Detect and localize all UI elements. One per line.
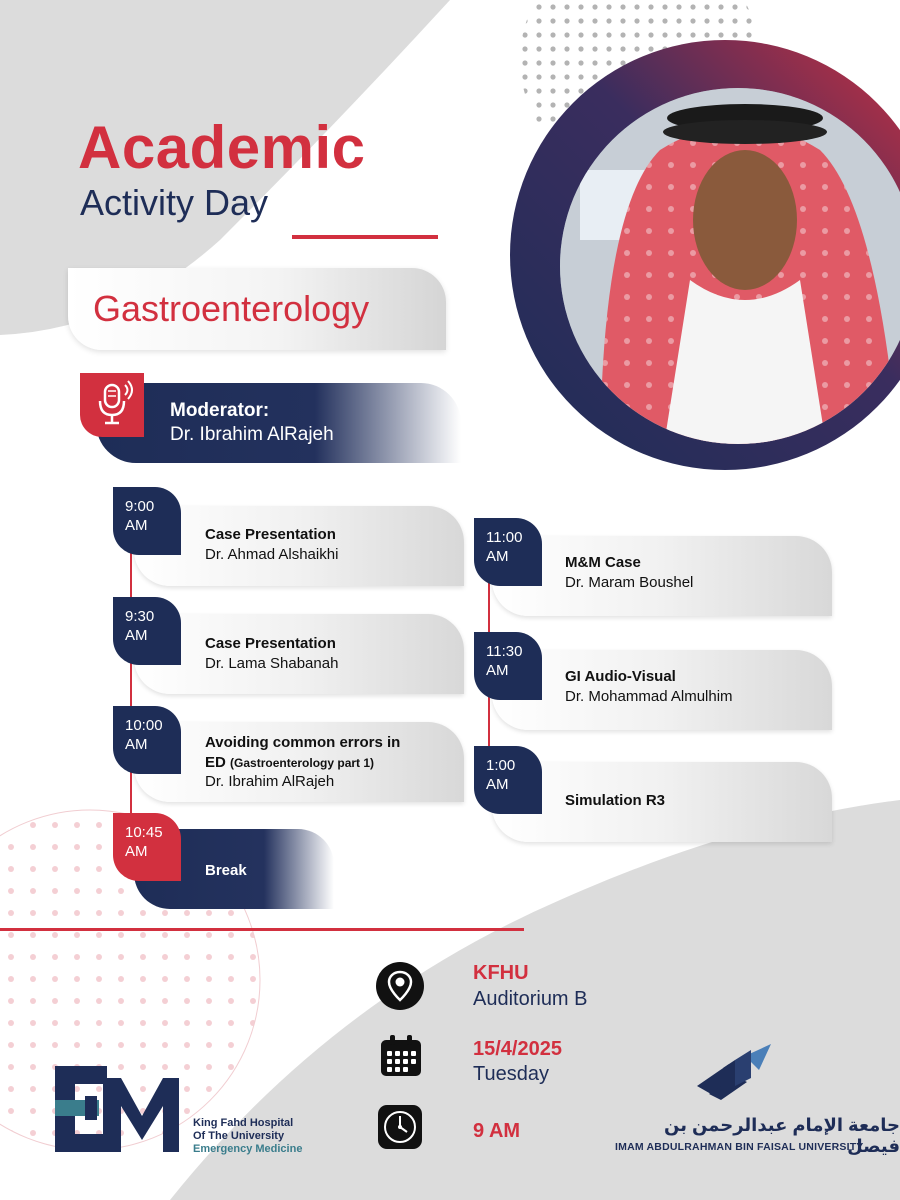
section-divider [0, 928, 524, 931]
event-title: GI Audio-Visual [565, 668, 676, 685]
em-logo-mark [55, 1066, 180, 1152]
moderator-label: Moderator: [170, 400, 270, 421]
time-hour: 9:00 [125, 498, 155, 515]
time-period: AM [125, 627, 148, 644]
university-name-arabic: جامعة الإمام عبدالرحمن بن فيصل [664, 1115, 900, 1156]
event-speaker: Dr. Ahmad Alshaikhi [205, 546, 339, 563]
event-speaker: Dr. Mohammad Almulhim [565, 688, 733, 705]
event-time [113, 706, 181, 774]
event-title: Avoiding common errors in [205, 734, 401, 751]
clock-icon [376, 1103, 424, 1151]
moderator-icon-box [80, 373, 144, 437]
page-subtitle: Activity Day [80, 182, 269, 223]
event-title-bold: ED [205, 754, 226, 771]
time-hour: 9:30 [125, 608, 155, 625]
time-hour: 1:00 [486, 757, 516, 774]
event-title: Case Presentation [205, 526, 336, 543]
break-title: Break [205, 862, 247, 879]
location-room: Auditorium B [473, 988, 588, 1010]
university-name-english: IMAM ABDULRAHMAN BIN FAISAL UNIVERSITY [615, 1141, 864, 1153]
event-time [113, 487, 181, 555]
time-hour: 10:45 [125, 824, 163, 841]
time-hour: 11:00 [486, 529, 523, 546]
event-title: Simulation R3 [565, 792, 666, 809]
hospital-name: King Fahd Hospital [193, 1117, 294, 1129]
hospital-name-cont: Of The University [193, 1130, 285, 1142]
title-divider [292, 235, 438, 239]
location-name: KFHU [473, 962, 529, 984]
time-hour: 11:30 [486, 643, 523, 660]
event-title-continued [205, 753, 374, 773]
event-speaker: Dr. Ibrahim AlRajeh [205, 773, 335, 790]
em-logo [55, 1066, 180, 1157]
event-date: 15/4/2025 [473, 1038, 562, 1060]
university-emblem [695, 1042, 777, 1108]
time-period: AM [486, 548, 509, 565]
em-logo-text [193, 1117, 302, 1156]
event-title: Case Presentation [205, 635, 336, 652]
time-hour: 10:00 [125, 717, 163, 734]
event-title: M&M Case [565, 554, 641, 571]
department-name: Emergency Medicine [193, 1143, 303, 1155]
event-time [113, 597, 181, 665]
location-pin-icon [376, 962, 424, 1010]
moderator-name: Dr. Ibrahim AlRajeh [170, 424, 334, 445]
calendar-icon [378, 1033, 424, 1079]
microphone-icon [80, 373, 144, 437]
time-period: AM [125, 736, 148, 753]
event-title-note: (Gastroenterology part 1) [230, 756, 375, 770]
event-time [474, 746, 542, 814]
topic-title: Gastroenterology [93, 288, 370, 329]
event-time [113, 813, 181, 881]
event-time [474, 632, 542, 700]
moderator-banner [96, 383, 461, 463]
event-time-start: 9 AM [473, 1120, 521, 1142]
event-weekday: Tuesday [473, 1063, 549, 1085]
event-time [474, 518, 542, 586]
time-period: AM [125, 843, 148, 860]
time-period: AM [486, 662, 509, 679]
page-title: Academic [78, 114, 366, 181]
university-logo [695, 1042, 777, 1113]
event-speaker: Dr. Lama Shabanah [205, 655, 339, 672]
timeline-line-left [130, 540, 132, 830]
time-period: AM [486, 776, 509, 793]
event-speaker: Dr. Maram Boushel [565, 574, 694, 591]
time-period: AM [125, 517, 148, 534]
